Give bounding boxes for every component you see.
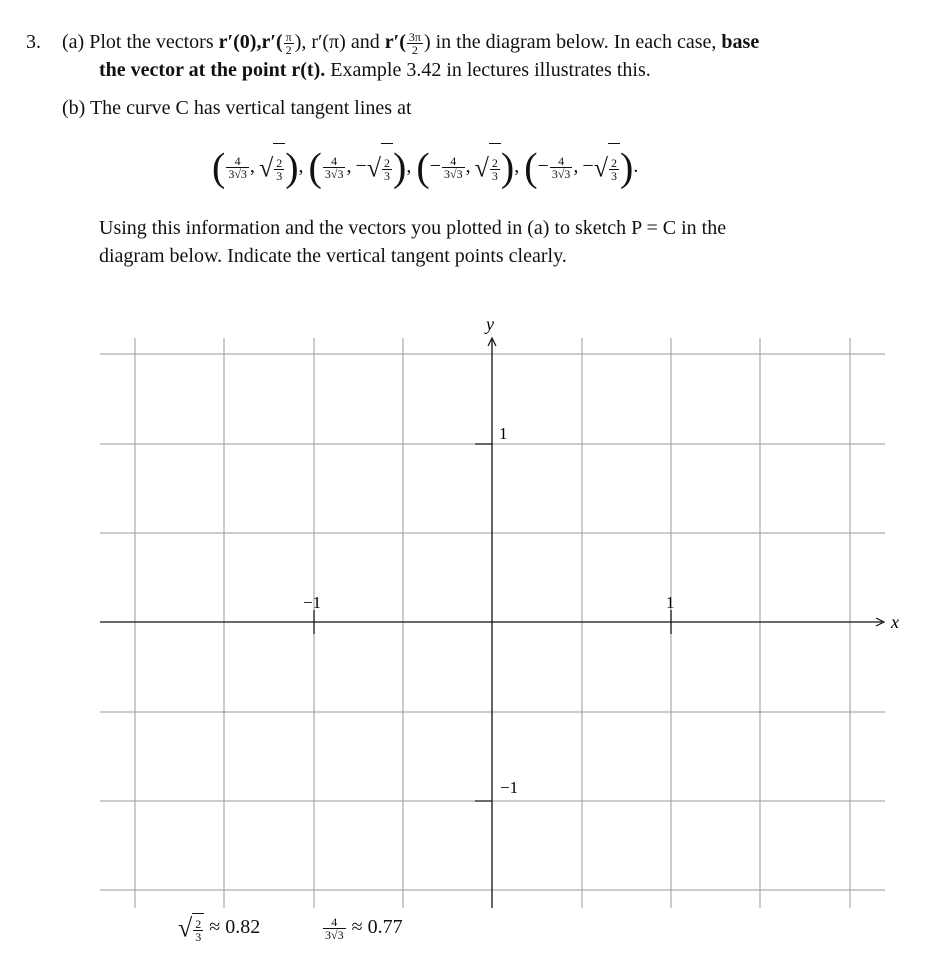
tangent-point: (− $\frac{4}{3√3}$ , √ $\frac{2}{3}$ ) bbox=[416, 141, 514, 193]
tangent-points-row: ( $\frac{4}{3√3}$ , √ $\frac{2}{3}$ ), ( $\frac{4}{3√3}$ , −√ $\frac{2}{3}$ ), (− $\frac{4}{3√3}$ , √ $\frac{2}{3}$ ), (− $\frac{4}{3√3}$ , −√ $\frac{2}{3}$ ). bbox=[212, 141, 638, 191]
tangent-point: ( $\frac{4}{3√3}$ , √ $\frac{2}{3}$ ) bbox=[212, 141, 299, 193]
vector-r-prime-pi2-open: r′( bbox=[261, 31, 283, 53]
tick-label-y-pos1: 1 bbox=[499, 424, 508, 443]
part-a-bold-base: base bbox=[721, 31, 760, 53]
part-b-line-3: diagram below. Indicate the vertical tangent points clearly. bbox=[99, 245, 567, 267]
approx-sqrt-two-thirds: √ $\frac{2}{3}$ ≈ 0.82 bbox=[178, 913, 261, 945]
vector-r-prime-0: r′(0), bbox=[218, 31, 262, 53]
approx-four-over-three-root-three: $\frac{4}{3√3}$ ≈ 0.77 bbox=[325, 914, 403, 942]
tick-label-x-neg1: −1 bbox=[303, 593, 322, 612]
part-a-text1: Plot the vectors bbox=[89, 31, 214, 53]
problem-number: 3. bbox=[26, 31, 41, 53]
tick-label-y-neg1: −1 bbox=[500, 778, 519, 797]
part-b-label: (b) bbox=[62, 97, 86, 119]
part-a-text3: Example 3.42 in lectures illustrates this. bbox=[330, 59, 651, 81]
part-a-text2: ) in the diagram below. In each case, bbox=[423, 31, 717, 53]
vector-r-prime-3pi2-open: r′( bbox=[384, 31, 406, 53]
vector-r-prime-pi: ), r′(π) bbox=[294, 31, 346, 53]
part-a-label: (a) bbox=[62, 31, 85, 53]
tick-label-x-pos1: 1 bbox=[666, 593, 675, 612]
tangent-point: (− $\frac{4}{3√3}$ , −√ $\frac{2}{3}$ ) bbox=[524, 141, 633, 193]
y-axis-label: y bbox=[486, 314, 494, 334]
fraction-3pi-over-2: $\frac{3\pi}{2}$ bbox=[408, 29, 421, 57]
x-axis-label: x bbox=[891, 612, 899, 632]
part-b-intro: The curve C has vertical tangent lines at bbox=[89, 97, 412, 119]
fraction-pi-over-2: $\frac{\pi}{2}$ bbox=[285, 29, 292, 57]
part-a-and: and bbox=[350, 31, 380, 53]
part-b-line-2: Using this information and the vectors you plotted in (a) to sketch P = C in the bbox=[99, 217, 727, 239]
tangent-point: ( $\frac{4}{3√3}$ , −√ $\frac{2}{3}$ ) bbox=[309, 141, 407, 193]
part-a-rt: r(t). bbox=[291, 59, 326, 81]
part-a-bold-vector-at-point: the vector at the point bbox=[99, 59, 287, 81]
